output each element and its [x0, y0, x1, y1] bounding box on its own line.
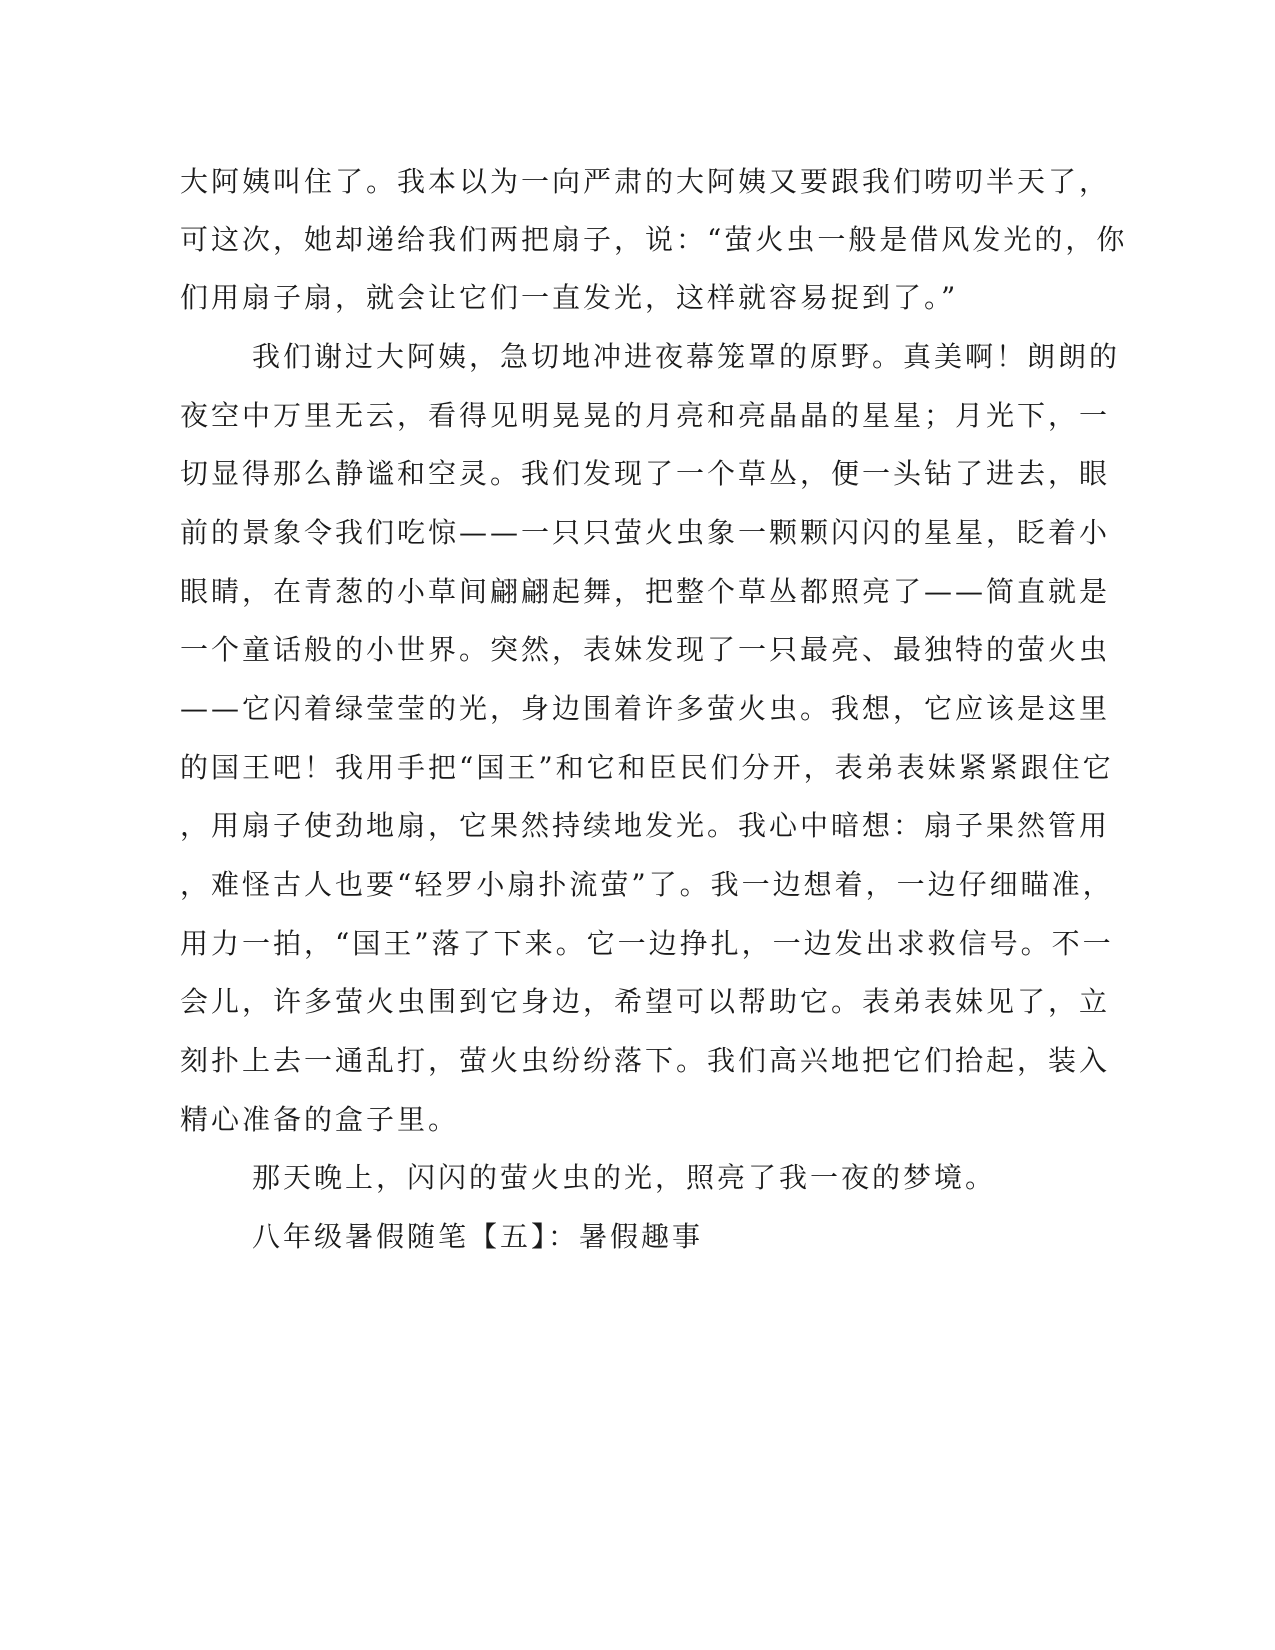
text-line: ——它闪着绿莹莹的光，身边围着许多萤火虫。我想，它应该是这里 — [180, 692, 1111, 725]
text-line: 可这次，她却递给我们两把扇子，说：“萤火虫一般是借风发光的，你 — [180, 223, 1128, 256]
text-line: 精心准备的盒子里。 — [180, 1103, 460, 1136]
text-line: 刻扑上去一通乱打，萤火虫纷纷落下。我们高兴地把它们拾起，装入 — [180, 1044, 1111, 1077]
text-line: 前的景象令我们吃惊——一只只萤火虫象一颗颗闪闪的星星，眨着小 — [180, 516, 1111, 549]
text-line: 一个童话般的小世界。突然，表妹发现了一只最亮、最独特的萤火虫 — [180, 633, 1111, 666]
text-line: 我们谢过大阿姨，急切地冲进夜幕笼罩的原野。真美啊！朗朗的 — [252, 340, 1121, 373]
text-line: 用力一拍，“国王”落了下来。它一边挣扎，一边发出求救信号。不一 — [180, 927, 1114, 960]
text-line: 会儿，许多萤火虫围到它身边，希望可以帮助它。表弟表妹见了，立 — [180, 985, 1111, 1018]
text-line: 们用扇子扇，就会让它们一直发光，这样就容易捉到了。” — [180, 281, 959, 314]
text-line: 夜空中万里无云，看得见明晃晃的月亮和亮晶晶的星星；月光下，一 — [180, 399, 1111, 432]
text-line: 的国王吧！我用手把“国王”和它和臣民们分开，表弟表妹紧紧跟住它 — [180, 751, 1114, 784]
text-line: ，难怪古人也要“轻罗小扇扑流萤”了。我一边想着，一边仔细瞄准， — [180, 868, 1114, 901]
text-line: ，用扇子使劲地扇，它果然持续地发光。我心中暗想：扇子果然管用 — [180, 809, 1111, 842]
section-heading: 八年级暑假随笔【五】：暑假趣事 — [252, 1220, 704, 1253]
text-line: 眼睛，在青葱的小草间翩翩起舞，把整个草丛都照亮了——简直就是 — [180, 575, 1111, 608]
text-line: 切显得那么静谧和空灵。我们发现了一个草丛，便一头钻了进去，眼 — [180, 457, 1111, 490]
text-line: 大阿姨叫住了。我本以为一向严肃的大阿姨又要跟我们唠叨半天了， — [180, 165, 1111, 198]
text-line: 那天晚上，闪闪的萤火虫的光，照亮了我一夜的梦境。 — [252, 1161, 997, 1194]
